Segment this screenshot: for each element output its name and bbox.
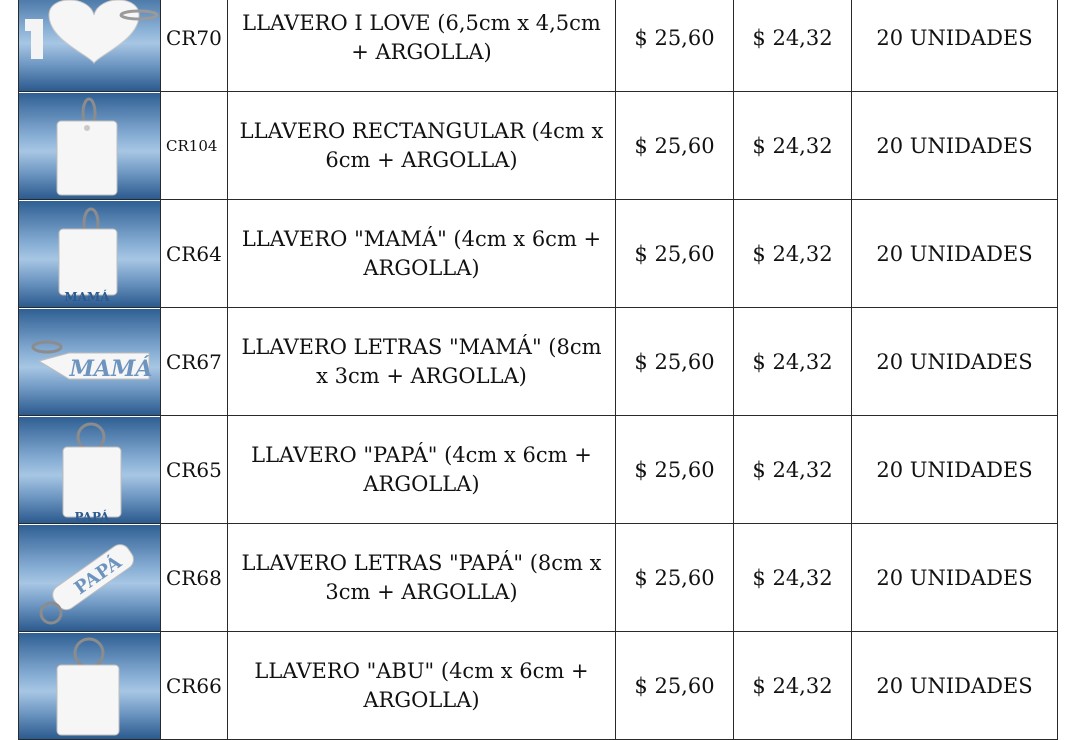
product-description: LLAVERO "ABU" (4cm x 6cm + ARGOLLA) xyxy=(228,632,616,739)
product-image-cell xyxy=(18,416,161,523)
price-wholesale: $ 24,32 xyxy=(734,632,852,739)
mama-keychain-icon xyxy=(19,201,160,307)
product-image-cell xyxy=(18,308,161,415)
papa-keychain-icon xyxy=(19,417,160,523)
minimum-quantity: 20 UNIDADES xyxy=(852,0,1058,91)
rectangular-keychain-icon xyxy=(19,93,160,199)
svg-text:MAMÁ: MAMÁ xyxy=(64,289,110,304)
product-code: CR65 xyxy=(161,416,228,523)
product-image-cell xyxy=(18,524,161,631)
price-wholesale: $ 24,32 xyxy=(734,524,852,631)
table-row xyxy=(18,0,1058,92)
minimum-quantity: 20 UNIDADES xyxy=(852,200,1058,307)
price-unit: $ 25,60 xyxy=(616,416,734,523)
svg-text:PAPÁ: PAPÁ xyxy=(74,509,110,523)
price-wholesale: $ 24,32 xyxy=(734,200,852,307)
minimum-quantity: 20 UNIDADES xyxy=(852,632,1058,739)
product-code: CR66 xyxy=(161,632,228,739)
table-row xyxy=(18,200,1058,308)
table-row xyxy=(18,524,1058,632)
price-unit: $ 25,60 xyxy=(616,0,734,91)
product-code: CR67 xyxy=(161,308,228,415)
price-wholesale: $ 24,32 xyxy=(734,308,852,415)
price-wholesale: $ 24,32 xyxy=(734,416,852,523)
product-code: CR70 xyxy=(161,0,228,91)
product-description: LLAVERO LETRAS "MAMÁ" (8cm x 3cm + ARGOLLA) xyxy=(228,308,616,415)
product-description: LLAVERO RECTANGULAR (4cm x 6cm + ARGOLLA) xyxy=(228,92,616,199)
table-row xyxy=(18,416,1058,524)
svg-text:MAMÁ: MAMÁ xyxy=(69,355,153,382)
product-image-cell xyxy=(18,632,161,739)
product-code: CR68 xyxy=(161,524,228,631)
product-image-cell xyxy=(18,92,161,199)
mama-letters-keychain-icon xyxy=(19,309,160,415)
minimum-quantity: 20 UNIDADES xyxy=(852,92,1058,199)
table-row xyxy=(18,632,1058,740)
minimum-quantity: 20 UNIDADES xyxy=(852,416,1058,523)
product-code: CR64 xyxy=(161,200,228,307)
price-unit: $ 25,60 xyxy=(616,92,734,199)
table-row xyxy=(18,308,1058,416)
product-description: LLAVERO "MAMÁ" (4cm x 6cm + ARGOLLA) xyxy=(228,200,616,307)
product-description: LLAVERO I LOVE (6,5cm x 4,5cm + ARGOLLA) xyxy=(228,0,616,91)
product-code: CR104 xyxy=(161,92,228,199)
price-unit: $ 25,60 xyxy=(616,308,734,415)
heart-keychain-icon xyxy=(19,0,160,91)
price-unit: $ 25,60 xyxy=(616,524,734,631)
price-unit: $ 25,60 xyxy=(616,200,734,307)
abu-keychain-icon xyxy=(19,633,160,739)
product-image-cell xyxy=(18,0,161,91)
product-description: LLAVERO "PAPÁ" (4cm x 6cm + ARGOLLA) xyxy=(228,416,616,523)
price-wholesale: $ 24,32 xyxy=(734,0,852,91)
product-price-table xyxy=(18,0,1058,740)
product-description: LLAVERO LETRAS "PAPÁ" (8cm x 3cm + ARGOLLA) xyxy=(228,524,616,631)
price-wholesale: $ 24,32 xyxy=(734,92,852,199)
papa-letters-keychain-icon xyxy=(19,525,160,631)
product-image-cell xyxy=(18,200,161,307)
minimum-quantity: 20 UNIDADES xyxy=(852,524,1058,631)
svg-text:PAPÁ: PAPÁ xyxy=(70,551,126,599)
price-unit: $ 25,60 xyxy=(616,632,734,739)
table-row xyxy=(18,92,1058,200)
minimum-quantity: 20 UNIDADES xyxy=(852,308,1058,415)
